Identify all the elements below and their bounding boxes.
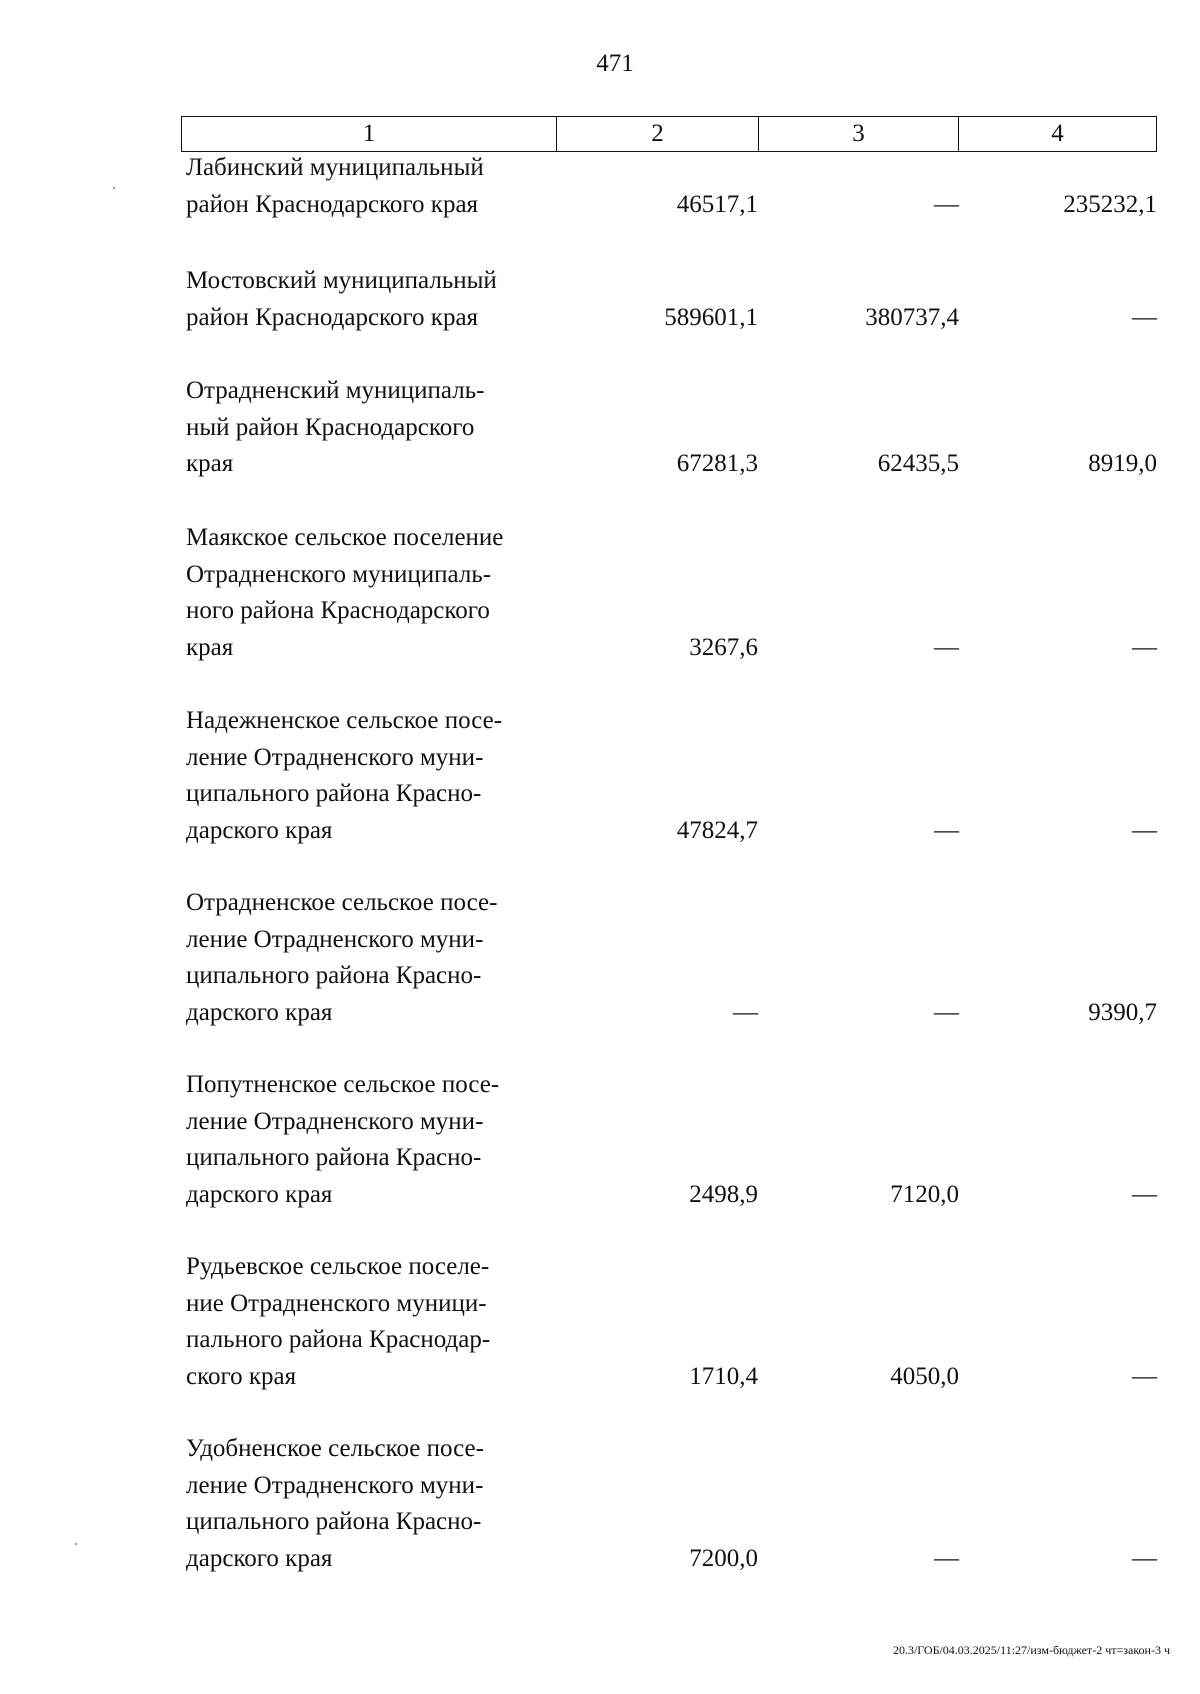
row-value-col-4: — <box>1132 303 1157 331</box>
row-value-col-4: 8919,0 <box>1088 450 1157 477</box>
table-row <box>186 520 1157 666</box>
row-value-col-3: — <box>934 1544 959 1572</box>
page-number: 471 <box>596 50 634 77</box>
row-value-col-2: 46517,1 <box>676 190 758 218</box>
table-header <box>181 116 1157 152</box>
row-name: Надежненское сельское посе- ление Отрадненского муни- ципального района Красно- дарского края <box>186 707 503 844</box>
row-name: Попутненское сельское посе- ление Отрадненского муни- ципального района Красно- дарского края <box>186 1071 500 1208</box>
row-value-col-4: — <box>1132 816 1157 844</box>
row-name: Мостовский муниципальный район Краснодарского края <box>186 267 497 331</box>
row-value-col-4: — <box>1132 633 1157 661</box>
table-row <box>186 373 1157 483</box>
row-value-col-3: 62435,5 <box>877 450 959 477</box>
row-name: Отрадненский муниципаль- ный район Краснодарского края <box>186 377 485 477</box>
row-value-col-4: — <box>1132 1544 1157 1572</box>
row-name: Лабинский муниципальный район Краснодарского края <box>186 154 484 218</box>
row-name: Удобненское сельское посе- ление Отрадненского муни- ципального района Красно- дарского края <box>186 1435 484 1572</box>
row-value-col-2: 7200,0 <box>689 1544 758 1572</box>
row-value-col-2: 3267,6 <box>689 633 758 661</box>
row-value-col-4: 9390,7 <box>1088 998 1157 1026</box>
table-row <box>186 1249 1157 1395</box>
table-row <box>186 263 1157 336</box>
row-value-col-4: 235232,1 <box>1063 190 1157 218</box>
row-name: Рудьевское сельское поселе- ние Отрадненского муници- пального района Краснодар- ского края <box>186 1253 491 1390</box>
table-row <box>186 703 1157 849</box>
header-col-2: 2 <box>557 117 759 151</box>
row-value-col-2: 2498,9 <box>689 1180 758 1208</box>
row-value-col-3: — <box>934 998 959 1026</box>
row-value-col-3: — <box>934 633 959 661</box>
scan-speck <box>75 1543 77 1545</box>
row-name: Маякское сельское поселение Отрадненского муниципаль- ного района Краснодарского края <box>186 524 504 661</box>
header-col-1: 1 <box>182 117 557 151</box>
document-footer-code: 20.3/ГОБ/04.03.2025/11:27/изм-бюджет-2 чт=закон-3 ч <box>892 1643 1170 1657</box>
row-value-col-2: 589601,1 <box>664 303 758 331</box>
row-value-col-2: 1710,4 <box>689 1362 758 1390</box>
row-name: Отрадненское сельское посе- ление Отрадненского муни- ципального района Красно- дарского края <box>186 889 498 1026</box>
header-col-4: 4 <box>1051 120 1064 147</box>
row-value-col-2: 47824,7 <box>676 816 758 844</box>
row-value-col-3: 4050,0 <box>890 1362 959 1390</box>
row-value-col-2: — <box>733 998 758 1026</box>
row-value-col-4: — <box>1132 1180 1157 1208</box>
table-row <box>186 1431 1157 1577</box>
scan-speck <box>113 187 115 189</box>
table-row <box>186 885 1157 1031</box>
row-value-col-4: — <box>1132 1362 1157 1390</box>
header-col-3: 3 <box>759 117 959 151</box>
row-value-col-3: 380737,4 <box>865 303 959 331</box>
table-row <box>186 150 1157 223</box>
row-value-col-3: 7120,0 <box>890 1180 959 1208</box>
row-value-col-2: 67281,3 <box>676 450 758 477</box>
row-value-col-3: — <box>934 816 959 844</box>
row-value-col-3: — <box>934 190 959 218</box>
table-row <box>186 1067 1157 1213</box>
